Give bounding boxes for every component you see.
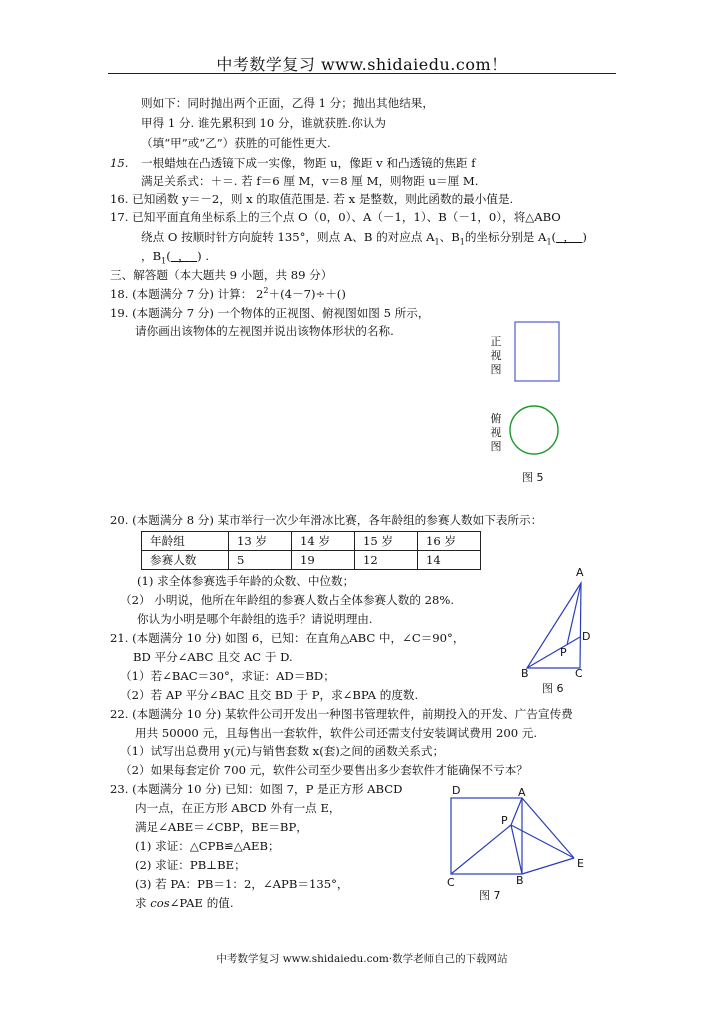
fig5-front-rect <box>515 322 559 381</box>
q17-seg: . <box>205 249 210 263</box>
q17-seg: 、B <box>439 230 460 244</box>
table-header-cell: 15 岁 <box>355 532 418 551</box>
q23-seg: ∠PAE 的值. <box>169 896 234 910</box>
table-cell: 12 <box>355 551 418 570</box>
question-20-part: 你认为小明是哪个年龄组的选手？请说明理由. <box>137 612 373 626</box>
fig5-top-circle <box>510 406 558 454</box>
table-cell: 19 <box>292 551 355 570</box>
q17-seg: ( <box>166 249 171 263</box>
fig7-label-b: B <box>516 874 524 887</box>
fig7-square <box>451 798 522 874</box>
fig5-top-view-label: 俯视图 <box>490 412 502 453</box>
table-row-label: 参赛人数 <box>142 551 229 570</box>
question-18-text <box>110 286 346 302</box>
table-header-cell: 年龄组 <box>142 532 229 551</box>
age-group-table <box>141 531 481 570</box>
question-22-part: （1）试写出总费用 y(元)与销售套数 x(套)之间的函数关系式； <box>120 744 445 758</box>
text-line: 则如下：同时抛出两个正面，乙得 1 分；抛出其他结果， <box>141 96 434 110</box>
q18-seg: 18. (本题满分 7 分) 计算： 2 <box>110 287 264 301</box>
question-20-part: （2） 小明说，他所在年龄组的参赛人数占全体参赛人数的 28%. <box>120 593 455 607</box>
superscript: 2 <box>263 286 269 296</box>
fig6-label-c: C <box>575 667 583 680</box>
question-23-part: (3) 若 PA：PB＝1：2，∠APB＝135°， <box>135 877 349 891</box>
table-cell: 5 <box>229 551 292 570</box>
header-divider <box>108 73 616 74</box>
subscript: 1 <box>161 256 167 266</box>
table-row <box>142 532 481 551</box>
question-15-text: 一根蜡烛在凸透镜下成一实像，物距 u，像距 v 和凸透镜的焦距 f <box>141 156 476 170</box>
fig6-segment-ap <box>567 583 581 645</box>
question-20-part: (1) 求全体参赛选手年龄的众数、中位数； <box>137 574 355 588</box>
fig7-diagram <box>448 792 588 882</box>
question-19-text: 请你画出该物体的左视图并说出该物体形状的名称. <box>135 324 394 338</box>
fig6-caption: 图 6 <box>542 682 564 695</box>
question-17-text <box>141 248 209 264</box>
fig5-top-view <box>507 403 561 457</box>
question-22-text: 22. (本题满分 10 分) 某软件公司开发出一种图书管理软件，前期投入的开发、广告宣传费 <box>110 707 573 721</box>
question-23-text: 23. (本题满分 10 分) 已知：如图 7，P 是正方形 ABCD <box>110 782 403 796</box>
question-21-part: （1）若∠BAC＝30°，求证：AD＝BD； <box>120 669 335 683</box>
subscript: 1 <box>434 237 440 247</box>
question-22-text: 用共 50000 元，且每售出一套软件，软件公司还需支付安装调试费用 200 元. <box>135 726 538 740</box>
text-line: （填“甲”或“乙”）获胜的可能性更大. <box>141 136 331 150</box>
table-header-cell: 13 岁 <box>229 532 292 551</box>
question-22-part: （2）如果每套定价 700 元，软件公司至少要售出多少套软件才能确保不亏本？ <box>120 763 528 777</box>
fig7-segment-ae <box>522 798 574 858</box>
q17-seg: 的坐标分别是 A <box>464 230 547 244</box>
answer-blank <box>171 249 197 263</box>
q17-seg: ， <box>178 249 190 263</box>
fig7-segment-pe <box>511 825 574 858</box>
fig5-front-view-label: 正视图 <box>490 335 502 376</box>
section-heading: 三、解答题（本大题共 9 小题，共 89 分） <box>110 268 333 282</box>
q17-seg: ，B <box>141 249 162 263</box>
q23-seg: 求 <box>135 896 151 910</box>
question-23-part: (2) 求证：PB⊥BE； <box>135 858 246 872</box>
subscript: 1 <box>546 237 552 247</box>
fig7-segment-ap <box>511 798 522 825</box>
q17-seg: ( <box>551 230 557 244</box>
fig7-label-c: C <box>447 876 455 889</box>
question-23-text: 内一点，在正方形 ABCD 外有一点 E， <box>135 801 341 815</box>
fig6-label-b: B <box>521 667 529 680</box>
question-21-text: 21. (本题满分 10 分) 如图 6，已知：在直角△ABC 中，∠C＝90°， <box>110 631 465 645</box>
fig6-diagram <box>522 575 602 675</box>
q17-seg: 绕点 O 按顺时针方向旋转 135°，则点 A、B 的对应点 A <box>141 230 435 244</box>
fig6-segment-bd <box>527 637 580 668</box>
q23-cos: cos <box>150 896 170 910</box>
fig7-segment-be <box>522 858 574 874</box>
fig7-label-p: P <box>501 814 508 827</box>
fig7-label-a: A <box>518 786 526 799</box>
fig6-label-d: D <box>582 630 591 643</box>
question-23-part <box>135 895 234 911</box>
question-19-text: 19. (本题满分 7 分) 一个物体的正视图、俯视图如图 5 所示， <box>110 306 430 320</box>
q17-seg: ) <box>582 230 587 244</box>
fig7-label-e: E <box>577 857 584 870</box>
table-row <box>142 551 481 570</box>
fig7-label-d: D <box>452 784 461 797</box>
fig6-triangle <box>527 583 581 668</box>
question-21-part: （2）若 AP 平分∠BAC 且交 BD 于 P，求∠BPA 的度数. <box>120 688 419 702</box>
fig7-segment-cp <box>451 825 511 874</box>
question-23-text: 满足∠ABE＝∠CBP，BE＝BP， <box>135 820 308 834</box>
question-16-text: 16. 已知函数 y＝－2，则 x 的取值范围是. 若 x 是整数，则此函数的最小值是. <box>110 192 514 206</box>
q17-seg: ， <box>563 230 576 244</box>
question-20-text: 20. (本题满分 8 分) 某市举行一次少年滑冰比赛，各年龄组的参赛人数如下表所示： <box>110 513 543 527</box>
fig5-front-view <box>512 320 562 384</box>
page-header-title: 中考数学复习 www.shidaiedu.com！ <box>216 55 508 74</box>
table-header-cell: 14 岁 <box>292 532 355 551</box>
fig6-label-p: P <box>560 646 567 659</box>
fig5-caption: 图 5 <box>522 471 544 484</box>
question-17-text <box>141 229 587 245</box>
question-23-part: (1) 求证：△CPB≌△AEB； <box>135 839 280 853</box>
text-line: 甲得 1 分. 谁先累积到 10 分，谁就获胜.你认为 <box>141 116 387 130</box>
page-footer: 中考数学复习 www.shidaiedu.com·数学老师自己的下载网站 <box>216 953 508 965</box>
question-21-text: BD 平分∠ABC 且交 AC 于 D. <box>133 650 293 664</box>
fig7-segment-pb <box>511 825 522 874</box>
subscript: 1 <box>459 237 465 247</box>
q17-seg: ) <box>197 249 202 263</box>
q18-seg: ＋(4－7)÷＋() <box>268 287 346 301</box>
fig6-label-a: A <box>576 566 584 579</box>
answer-blank <box>556 230 582 244</box>
table-header-cell: 16 岁 <box>418 532 481 551</box>
question-15-number: 15. <box>110 156 129 170</box>
table-cell: 14 <box>418 551 481 570</box>
fig7-caption: 图 7 <box>479 889 501 902</box>
question-15-text: 满足关系式：＋＝. 若 f＝6 厘 M，v＝8 厘 M，则物距 u＝厘 M. <box>141 174 479 188</box>
question-17-text: 17. 已知平面直角坐标系上的三个点 O（0，0）、A（－1，1）、B（－1，0），将△ABO <box>110 210 561 224</box>
